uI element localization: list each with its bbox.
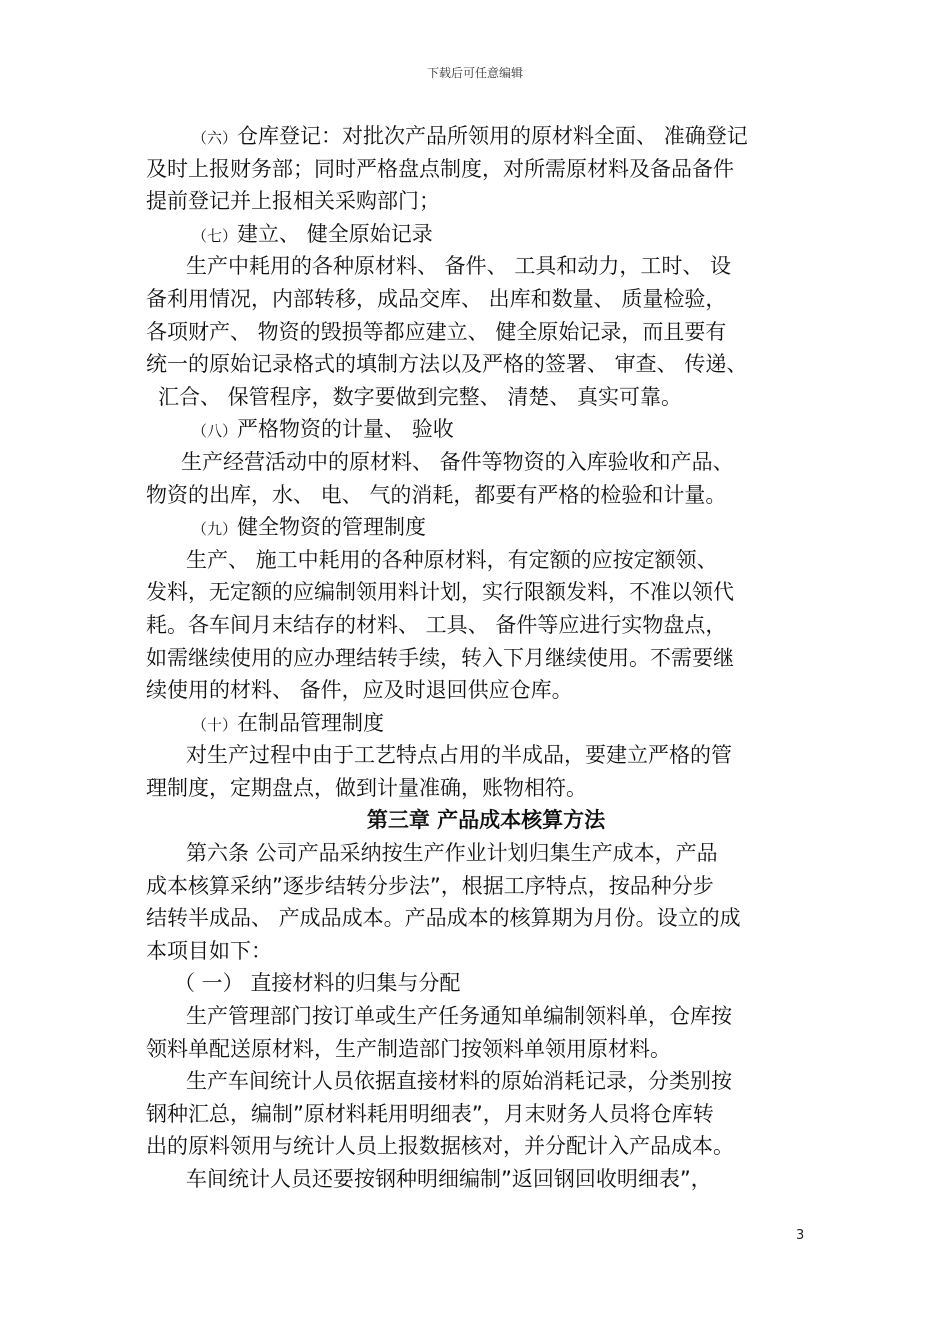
section-number: （十） xyxy=(192,715,238,734)
line-text: 仓库登记：对批次产品所领用的原材料全面、 准确登记 xyxy=(237,124,748,148)
text-line xyxy=(146,1130,826,1163)
text-line xyxy=(146,902,826,935)
line-text: 及时上报财务部；同时严格盘点制度，对所需原材料及备品备件 xyxy=(146,156,734,181)
text-line xyxy=(146,1065,826,1098)
page-number: 3 xyxy=(796,1228,805,1243)
section-number: （九） xyxy=(192,520,238,539)
line-text: 生产经营活动中的原材料、 备件等物资的入库验收和产品、 xyxy=(181,449,734,474)
line-text: 结转半成品、 产成品成本。产品成本的核算期为月份。设立的成 xyxy=(146,906,741,931)
text-line xyxy=(146,446,826,479)
line-text: 生产车间统计人员依据直接材料的原始消耗记录，分类别按 xyxy=(186,1069,732,1094)
text-line xyxy=(146,674,826,707)
line-text: 生产管理部门按订单或生产任务通知单编制领料单，仓库按 xyxy=(186,1004,732,1029)
line-text: 成本核算采纳”逐步结转分步法”，根据工序特点，按品种分步 xyxy=(146,873,714,898)
line-text: 汇合、 保管程序，数字要做到完整、 清楚、 真实可靠。 xyxy=(158,384,683,409)
line-text: 第三章 产品成本核算方法 xyxy=(366,808,606,833)
line-text: 建立、 健全原始记录 xyxy=(237,221,433,246)
text-line xyxy=(146,250,826,283)
line-text: 领料单配送原材料，生产制造部门按领料单领用原材料。 xyxy=(146,1036,671,1061)
text-line xyxy=(146,283,826,316)
line-text: 如需继续使用的应办理结转手续，转入下月继续使用。不需要继 xyxy=(146,645,734,670)
text-line xyxy=(146,1000,826,1033)
text-line xyxy=(146,1163,826,1196)
line-text: 在制品管理制度 xyxy=(237,710,385,735)
line-text: 严格物资的计量、 验收 xyxy=(237,417,454,442)
document-body xyxy=(146,120,826,1196)
text-line xyxy=(146,837,826,870)
line-text: 续使用的材料、 备件，应及时退回供应仓库。 xyxy=(146,678,573,703)
section-number: （七） xyxy=(192,226,238,245)
text-line xyxy=(146,967,826,1000)
line-text: （ 一） 直接材料的归集与分配 xyxy=(174,971,461,996)
line-text: 理制度，定期盘点，做到计量准确，账物相符。 xyxy=(146,775,587,800)
line-text: 发料，无定额的应编制领用料计划，实行限额发料，不准以领代 xyxy=(146,580,734,605)
line-text: 备利用情况，内部转移，成品交库、 出库和数量、 质量检验， xyxy=(146,286,727,311)
line-text: 提前登记并上报相关采购部门； xyxy=(146,189,440,214)
line-text: 第六条 公司产品采纳按生产作业计划归集生产成本，产品 xyxy=(186,841,718,866)
text-line xyxy=(146,120,826,153)
line-text: 耗。各车间月末结存的材料、 工具、 备件等应进行实物盘点， xyxy=(146,612,727,637)
line-text: 对生产过程中由于工艺特点占用的半成品，要建立严格的管 xyxy=(186,743,732,768)
text-line xyxy=(146,870,826,903)
text-line xyxy=(146,479,826,512)
section-number: （八） xyxy=(192,422,238,441)
text-line xyxy=(146,772,826,805)
text-line xyxy=(146,185,826,218)
line-text: 钢种汇总，编制”原材料耗用明细表”，月末财务人员将仓库转 xyxy=(146,1101,714,1126)
text-line xyxy=(146,153,826,186)
text-line xyxy=(146,739,826,772)
text-line xyxy=(146,218,826,251)
text-line xyxy=(146,642,826,675)
text-line xyxy=(146,511,826,544)
line-text: 车间统计人员还要按钢种明细编制”返回钢回收明细表”， xyxy=(186,1167,712,1191)
line-text: 本项目如下： xyxy=(146,938,272,963)
line-text: 物资的出库，水、 电、 气的消耗，都要有严格的检验和计量。 xyxy=(146,482,727,507)
text-line xyxy=(146,348,826,381)
text-line xyxy=(146,316,826,349)
chapter-heading xyxy=(146,804,826,837)
text-line xyxy=(146,707,826,740)
text-line xyxy=(146,576,826,609)
line-text: 各项财产、 物资的毁损等都应建立、 健全原始记录，而且要有 xyxy=(146,319,727,344)
text-line xyxy=(146,381,826,414)
text-line xyxy=(146,609,826,642)
section-number: （六） xyxy=(192,129,238,147)
text-line xyxy=(146,544,826,577)
line-text: 生产、 施工中耗用的各种原材料，有定额的应按定额领、 xyxy=(186,547,718,572)
text-line xyxy=(146,1033,826,1066)
text-line xyxy=(146,1098,826,1131)
line-text: 出的原料领用与统计人员上报数据核对，并分配计入产品成本。 xyxy=(146,1134,734,1159)
page-header: 下载后可任意编辑 xyxy=(426,66,523,80)
line-text: 生产中耗用的各种原材料、 备件、 工具和动力，工时、 设 xyxy=(186,254,732,279)
line-text: 统一的原始记录格式的填制方法以及严格的签署、 审查、 传递、 xyxy=(146,352,748,377)
line-text: 健全物资的管理制度 xyxy=(237,515,427,540)
text-line xyxy=(146,935,826,968)
text-line xyxy=(146,413,826,446)
